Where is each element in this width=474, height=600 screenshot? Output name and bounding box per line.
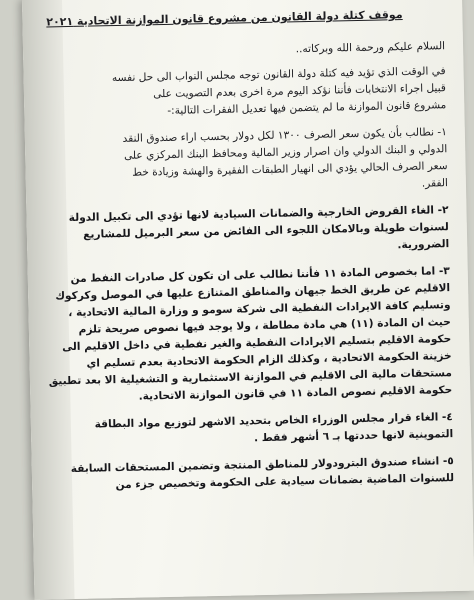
item-5-line: للسنوات الماضية بضمانات سيادية على الحكومة وتخصيص جزء من	[115, 472, 455, 492]
item-1-line: الدولي و البنك الدولي وان اصرار وزير المالية ومحافظ البنك المركزي على	[123, 143, 448, 162]
document-sheet	[22, 0, 474, 600]
item-4-line: التموينية لانها حددتها بـ ٦ أشهر فقط .	[253, 428, 454, 445]
item-1-line: ١- نطالب بأن يكون سعر الصرف ١٣٠٠ لكل دولار بحسب اراء صندوق النقد	[122, 126, 447, 145]
intro-line: في الوقت الذي تؤيد فيه كتلة دولة القانون توجه مجلس النواب الى حل نفسه	[111, 65, 446, 85]
item-5	[44, 453, 455, 496]
item-1-line: سعر الصرف الحالي يؤدي الى انهيار الطبقات الفقيرة والهشة وزيادة خط	[132, 160, 448, 179]
item-3-line: حكومة الاقليم نصوص المادة ١١ في قانون الموازنة الاتحادية.	[138, 384, 453, 403]
item-3-line: وتسليم كافة الايرادات النفطية الى شركة سومو و وزارة المالية الاتحادية ،	[68, 299, 451, 320]
document-body	[34, 5, 454, 505]
intro-line: مشروع قانون الموازنة ما لم يتضمن فيها تعديل الفقرات التالية:-	[167, 99, 447, 117]
item-4	[43, 409, 454, 452]
item-3	[40, 263, 453, 408]
item-2	[38, 202, 449, 262]
item-3-line: حكومة الاقليم بتسليم الايرادات النفطية والغير نفطية في داخل الاقليم الى	[62, 333, 452, 354]
item-3-line: خزينة الحكومة الاتحادية ، وكذلك الزام الحكومة الاتحادية بعدم تسليم اي	[86, 350, 452, 370]
item-2-line: لسنوات طويلة وبالامكان اللجوء الى الفائض من سعر البرميل للمشاريع	[83, 221, 449, 241]
item-3-line: مستحقات مالية الى الاقليم في الموازنة الاستثمارية و التشغيلية الا بعد تطبيق	[48, 367, 453, 388]
item-5-line: ٥- انشاء صندوق البترودولار للمناطق المنتجة وتضمين المستحقات السابقة	[70, 455, 454, 476]
intro-line: قبيل اجراء الانتخابات فأننا نؤكد اليوم مرة اخرى بعدم التصويت على	[153, 82, 447, 101]
item-4-line: ٤- الغاء قرار مجلس الوزراء الخاص بتحديد الاشهر لتوزيع مواد البطاقة	[94, 411, 453, 431]
item-1-line: الفقر.	[421, 177, 449, 190]
item-1	[37, 124, 448, 201]
greeting: السلام عليكم ورحمة الله وبركاته..	[295, 40, 446, 56]
item-2-line: الضرورية.	[397, 238, 450, 252]
item-3-line: الاقليم عن طريق الخط جيهان والمناطق المتنازع عليها في الموصل وكركوك	[55, 282, 451, 303]
item-3-line: ٣- اما بخصوص المادة ١١ فأننا نطالب على ان تكون كل صادرات النفط من	[70, 265, 450, 286]
document-title: موقف كتلة دولة القانون من مشروع قانون الموازنة الاتحادية ٢٠٢١	[46, 8, 403, 29]
item-3-line: حيث ان المادة (١١) هي مادة مطاطة ، ولا يوجد فيها نصوص صريحة تلزم	[78, 316, 451, 336]
item-2-line: ٢- الغاء القروض الخارجية والضمانات السيادية لانها تؤدي الى تكبيل الدولة	[68, 204, 449, 225]
intro-paragraph	[36, 63, 447, 123]
